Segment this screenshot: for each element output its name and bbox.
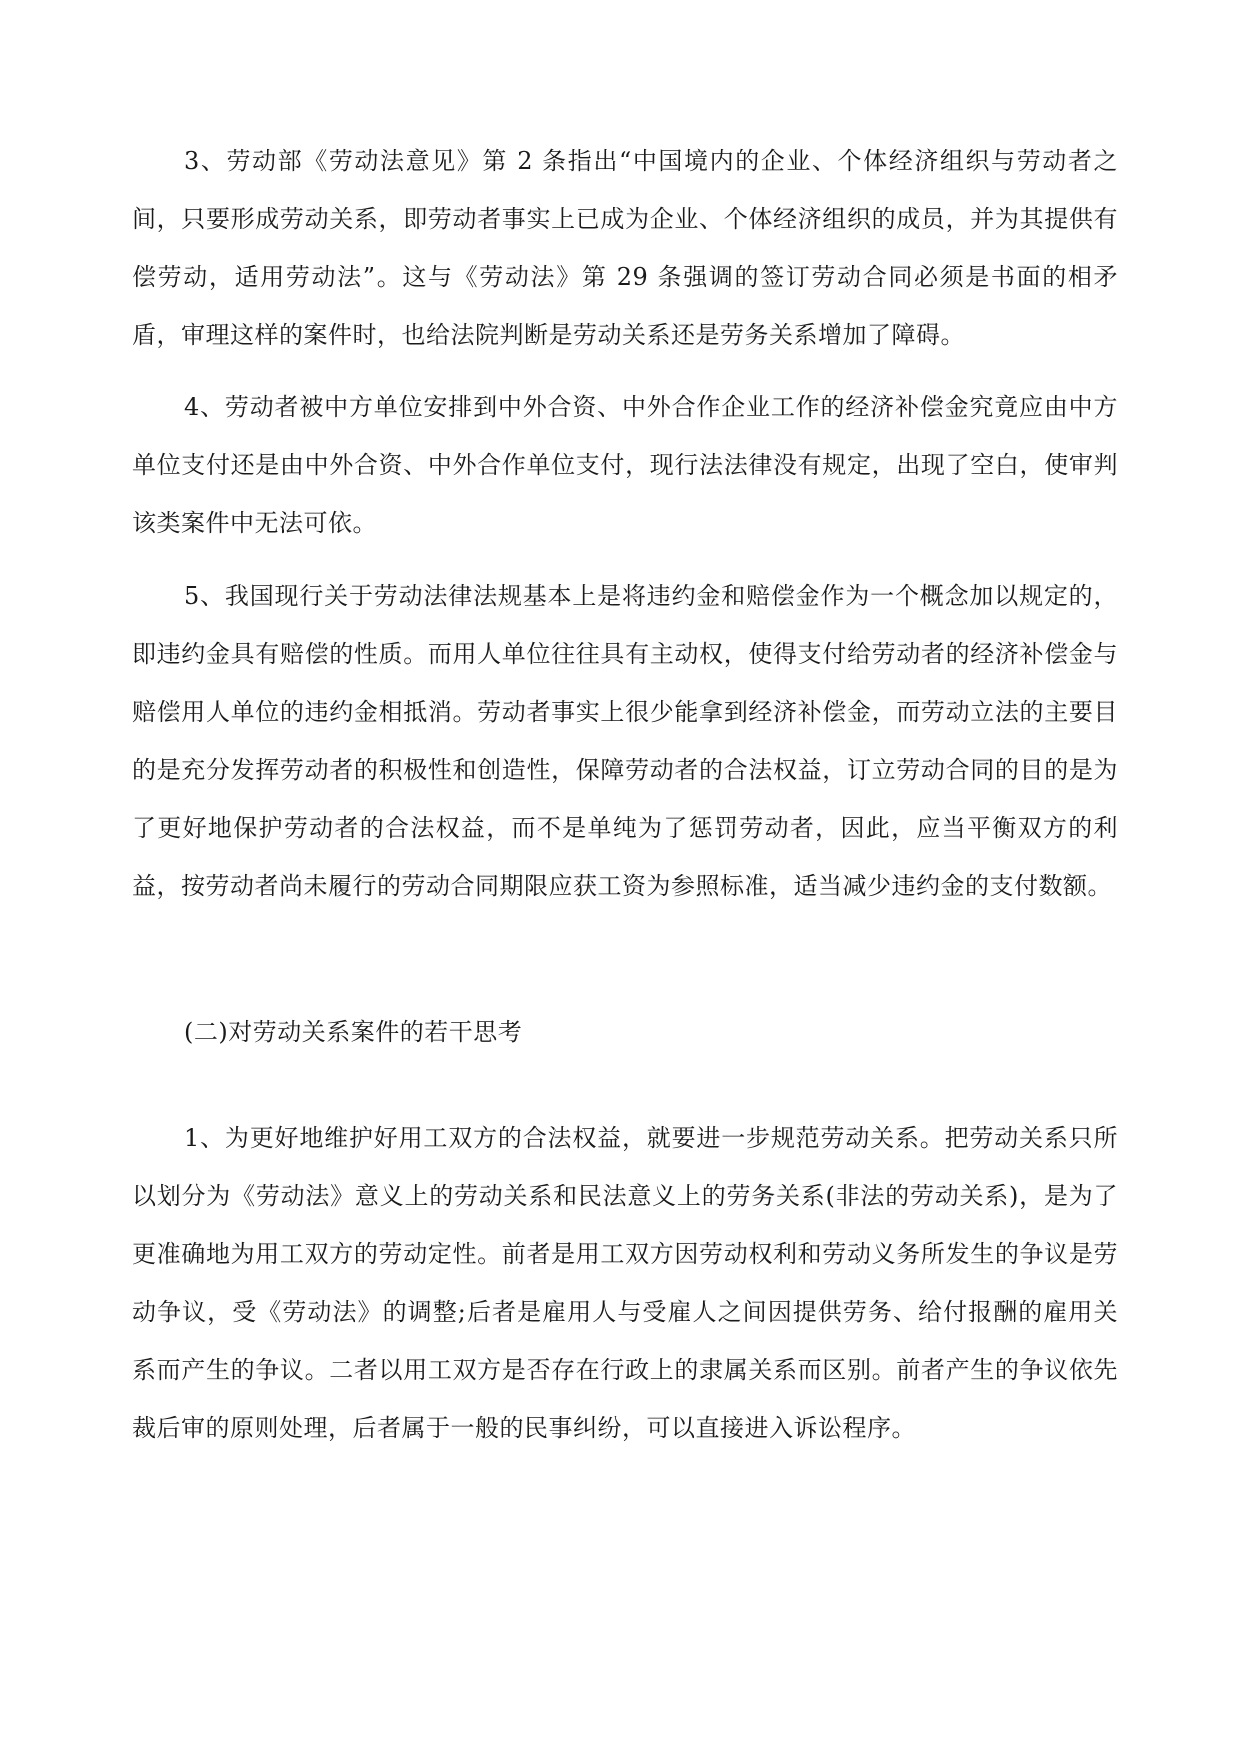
section-paragraph-1: 1、为更好地维护好用工双方的合法权益，就要进一步规范劳动关系。把劳动关系只所以划分为《劳动法》意义上的劳动关系和民法意义上的劳务关系(非法的劳动关系)，是为了更准确地为用工双方的劳动定性。前者是用工双方因劳动权利和劳动义务所发生的争议是劳动争议，受《劳动法》的调整;后者是雇用人与受雇人之间因提供劳务、给付报酬的雇用关系而产生的争议。二者以用工双方是否存在行政上的隶属关系而区别。前者产生的争议依先裁后审的原则处理，后者属于一般的民事纠纷，可以直接进入诉讼程序。 [132,1124,1118,1442]
paragraph-5: 5、我国现行关于劳动法律法规基本上是将违约金和赔偿金作为一个概念加以规定的，即违约金具有赔偿的性质。而用人单位往往具有主动权，使得支付给劳动者的经济补偿金与赔偿用人单位的违约金相抵消。劳动者事实上很少能拿到经济补偿金，而劳动立法的主要目的是充分发挥劳动者的积极性和创造性，保障劳动者的合法权益，订立劳动合同的目的是为了更好地保护劳动者的合法权益，而不是单纯为了惩罚劳动者，因此，应当平衡双方的利益，按劳动者尚未履行的劳动合同期限应获工资为参照标准，适当减少违约金的支付数额。 [132,582,1118,900]
paragraph-3: 3、劳动部《劳动法意见》第 2 条指出“中国境内的企业、个体经济组织与劳动者之间，只要形成劳动关系，即劳动者事实上已成为企业、个体经济组织的成员，并为其提供有偿劳动，适用劳动法”。这与《劳动法》第 29 条强调的签订劳动合同必须是书面的相矛盾，审理这样的案件时，也给法院判断是劳动关系还是劳务关系增加了障碍。 [132,147,1118,349]
paragraph-4: 4、劳动者被中方单位安排到中外合资、中外合作企业工作的经济补偿金究竟应由中方单位支付还是由中外合资、中外合作单位支付，现行法法律没有规定，出现了空白，使审判该类案件中无法可依。 [132,393,1118,537]
section-heading: (二)对劳动关系案件的若干思考 [184,1018,523,1046]
